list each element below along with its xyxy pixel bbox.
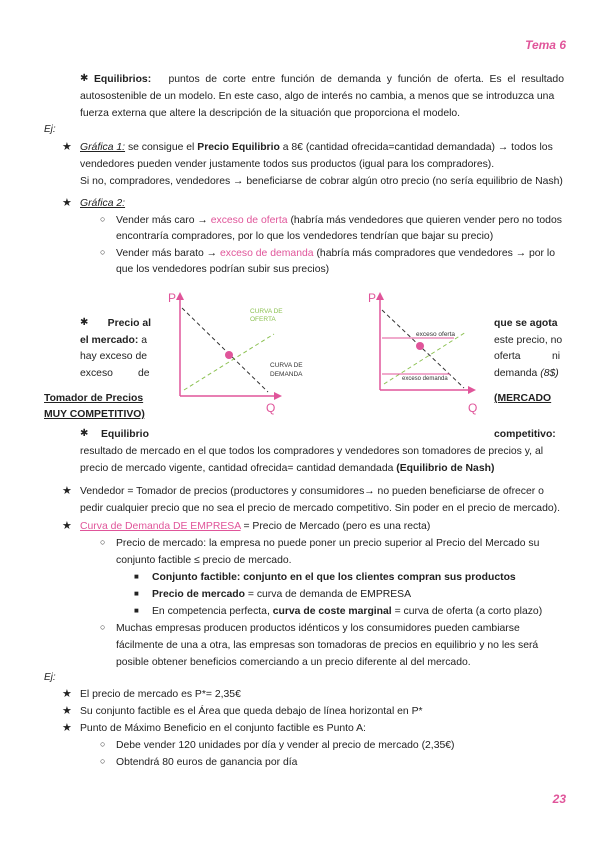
vendedor-line-2: pedir cualquier precio que no sea el precio de mercado competitivo. Sin poder en el precio de mercado).	[80, 503, 560, 514]
curva-sub-2-line-1: Muchas empresas producen productos idénticos y los consumidores pueden cambiarse	[116, 623, 520, 634]
precio-right-3a: oferta	[494, 351, 521, 362]
grafica-2-item-2-line-2: que los vendedores podrían subir sus precios)	[116, 264, 330, 275]
precio-left-1: Precio al	[107, 318, 151, 329]
ej-label: Ej:	[44, 124, 56, 135]
supply-curve	[184, 334, 274, 390]
circle-bullet-icon: ○	[100, 247, 106, 257]
circle-bullet-icon: ○	[100, 756, 106, 766]
vendedor-line-1: Vendedor = Tomador de precios (productores y consumidores→ no pueden beneficiarse de ofrecer o	[80, 486, 544, 497]
final-sub-2: Obtendrá 80 euros de ganancia por día	[116, 757, 298, 768]
curva-oferta-label: OFERTA	[250, 316, 276, 323]
grafica-2-item-2-line-1: Vender más barato → exceso de demanda (habría más compradores que vendedores → por lo	[116, 248, 555, 259]
exceso-oferta-label: exceso oferta	[416, 331, 456, 338]
precio-left-2: el mercado: a	[80, 335, 147, 346]
precio-right-3b: ni	[552, 351, 561, 362]
grafica-2-title: Gráfica 2:	[80, 198, 126, 209]
final-sub-1: Debe vender 120 unidades por día y vender al precio de mercado (2,35€)	[116, 740, 455, 751]
curva-demanda-label: DEMANDA	[270, 371, 303, 378]
precio-left-3: hay exceso de	[80, 351, 148, 362]
curva-square-2: Precio de mercado = curva de demanda de EMPRESA	[152, 589, 412, 600]
eq-comp-line-2: resultado de mercado en el que todos los compradores y vendedores son tomadores de precios y, al	[80, 446, 544, 457]
grafica-2-item-1-line-2: encontraría compradores, por lo que los vendedores tendrían que bajar su precio)	[116, 231, 494, 242]
equilibrios-line-3: fuerza externa que altere la descripción de la situación que proporciona el modelo.	[80, 108, 461, 119]
graph-1	[160, 288, 335, 418]
graph-2-x-arrow	[468, 386, 476, 394]
star-bullet-icon: ★	[62, 688, 72, 700]
curva-oferta-label: CURVA DE	[250, 308, 283, 315]
circle-bullet-icon: ○	[100, 622, 106, 632]
equilibrium-point	[225, 351, 233, 359]
graph-1-p-label: P	[168, 291, 177, 305]
final-bullet-1: El precio de mercado es P*= 2,35€	[80, 689, 241, 700]
square-bullet-icon: ■	[134, 589, 139, 598]
grafica-2-item-1-line-1: Vender más caro → exceso de oferta (habría más vendedores que quieren vender pero no todos	[116, 215, 562, 226]
precio-right-1: que se agota	[494, 318, 558, 329]
circle-bullet-icon: ○	[100, 537, 106, 547]
circle-bullet-icon: ○	[100, 214, 106, 224]
graph-2-p-label: P	[368, 291, 377, 305]
precio-right-4: demanda (8$)	[494, 368, 559, 379]
eq-comp-line-3: precio de mercado vigente, cantidad ofrecida= cantidad demandada (Equilibrio de Nash)	[80, 463, 495, 474]
star-bullet-icon: ★	[62, 141, 72, 153]
graph-1-x-arrow	[274, 392, 282, 400]
asterisk-icon: ✱	[80, 317, 89, 328]
graph-2	[360, 288, 485, 418]
precio-left-4a: exceso	[80, 368, 113, 379]
page-number: 23	[552, 792, 566, 806]
grafica-1-line-3: Si no, compradores, vendedores → beneficiarse de cobrar algún otro precio (no sería equilibrio de Nash)	[80, 176, 563, 187]
graph-1-q-label: Q	[266, 401, 276, 415]
star-bullet-icon: ★	[62, 197, 72, 209]
tema-title: Tema 6	[525, 38, 566, 52]
graph-2-q-label: Q	[468, 401, 478, 415]
asterisk-icon: ✱	[80, 73, 89, 84]
curva-sub-2-line-2: fácilmente de una a otra, las empresas son tomadoras de precios en equilibrio y no les será	[116, 640, 539, 651]
equilibrio-competitivo-right: competitivo:	[494, 429, 556, 440]
curva-sub-2-line-3: posible obtener beneficios comerciando a un precio diferente al del mercado.	[116, 657, 471, 668]
star-bullet-icon: ★	[62, 705, 72, 717]
curva-sub-1-line-1: Precio de mercado: la empresa no puede poner un precio superior al Precio del Mercado su	[116, 538, 540, 549]
equilibrium-point	[416, 342, 424, 350]
square-bullet-icon: ■	[134, 606, 139, 615]
graph-2-y-arrow	[376, 292, 384, 300]
exceso-demanda-label: exceso demanda	[402, 376, 448, 382]
star-bullet-icon: ★	[62, 722, 72, 734]
tomador-line-1: Tomador de Precios	[44, 393, 144, 404]
tomador-line-2: MUY COMPETITIVO)	[44, 409, 145, 420]
precio-left-4b: de	[138, 368, 150, 379]
grafica-1-line-1: Gráfica 1: se consigue el Precio Equilibrio a 8€ (cantidad ofrecida=cantidad demandada) → todos los	[80, 142, 553, 153]
precio-right-2: este precio, no	[494, 335, 563, 346]
curva-square-3: En competencia perfecta, curva de coste marginal = curva de oferta (a corto plazo)	[152, 606, 543, 617]
star-bullet-icon: ★	[62, 520, 72, 532]
curva-sub-1-line-2: conjunto factible ≤ precio de mercado.	[116, 555, 292, 566]
equilibrios-line-1: Equilibrios: puntos de corte entre función de demanda y función de oferta. Es el resultado	[94, 74, 564, 85]
final-bullet-3: Punto de Máximo Beneficio en el conjunto factible es Punto A:	[80, 723, 366, 734]
curva-demanda-label: CURVA DE	[270, 362, 303, 369]
curva-demanda-empresa: Curva de Demanda DE EMPRESA = Precio de Mercado (pero es una recta)	[80, 521, 431, 532]
equilibrios-line-2: autosostenible de un modelo. En este caso, algo de interés no cambia, a menos que se introduzca una	[80, 91, 555, 102]
star-bullet-icon: ★	[62, 485, 72, 497]
grafica-1-line-2: vendedores pueden vender justamente todos sus productos (igual para los compradores).	[80, 159, 495, 170]
final-bullet-2: Su conjunto factible es el Área que queda debajo de línea horizontal en P*	[80, 706, 423, 717]
circle-bullet-icon: ○	[100, 739, 106, 749]
square-bullet-icon: ■	[134, 572, 139, 581]
ej-label: Ej:	[44, 672, 56, 683]
graph-1-y-arrow	[176, 292, 184, 300]
equilibrio-competitivo-label: Equilibrio	[101, 429, 149, 440]
curva-square-1: Conjunto factible: conjunto en el que los clientes compran sus productos	[152, 572, 516, 583]
mercado-label: (MERCADO	[494, 393, 552, 404]
asterisk-icon: ✱	[80, 428, 89, 439]
